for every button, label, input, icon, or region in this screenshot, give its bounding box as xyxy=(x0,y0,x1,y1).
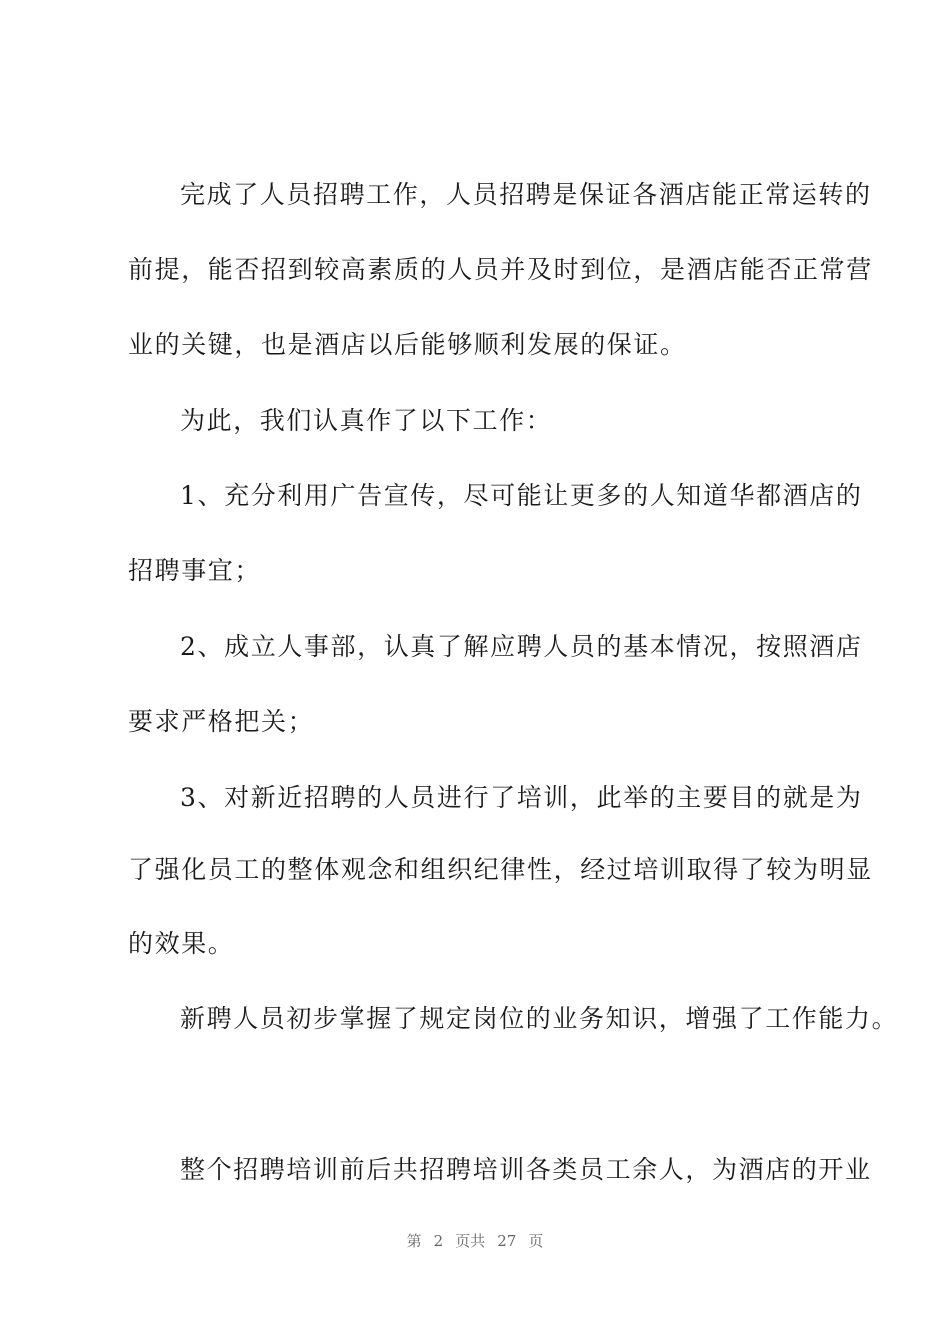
list-item-line: 3、对新近招聘的人员进行了培训，此举的主要目的就是为 xyxy=(180,783,863,812)
list-item-line: 招聘事宜； xyxy=(128,556,262,585)
list-item-line: 的效果。 xyxy=(128,929,235,958)
footer-suffix: 页 xyxy=(528,1232,544,1250)
paragraph-line: 整个招聘培训前后共招聘培训各类员工余人，为酒店的开业 xyxy=(180,1155,872,1184)
footer-middle: 页共 xyxy=(455,1232,486,1250)
list-item-line: 1、充分利用广告宣传，尽可能让更多的人知道华都酒店的 xyxy=(180,481,863,510)
paragraph-line: 为此，我们认真作了以下工作： xyxy=(180,406,553,435)
list-item-line: 2、成立人事部，认真了解应聘人员的基本情况，按照酒店 xyxy=(180,632,863,661)
paragraph-line: 前提，能否招到较高素质的人员并及时到位，是酒店能否正常营 xyxy=(128,255,873,284)
paragraph-line: 新聘人员初步掌握了规定岗位的业务知识，增强了工作能力。 xyxy=(180,1004,899,1033)
paragraph-line: 业的关键，也是酒店以后能够顺利发展的保证。 xyxy=(128,330,687,359)
footer-prefix: 第 xyxy=(406,1232,422,1250)
page-footer xyxy=(0,1230,950,1251)
current-page-number: 2 xyxy=(433,1232,444,1250)
paragraph-line: 完成了人员招聘工作，人员招聘是保证各酒店能正常运转的 xyxy=(180,180,872,209)
list-item-line: 了强化员工的整体观念和组织纪律性，经过培训取得了较为明显 xyxy=(128,855,873,884)
list-item-line: 要求严格把关； xyxy=(128,707,315,736)
total-page-count: 27 xyxy=(497,1232,517,1250)
